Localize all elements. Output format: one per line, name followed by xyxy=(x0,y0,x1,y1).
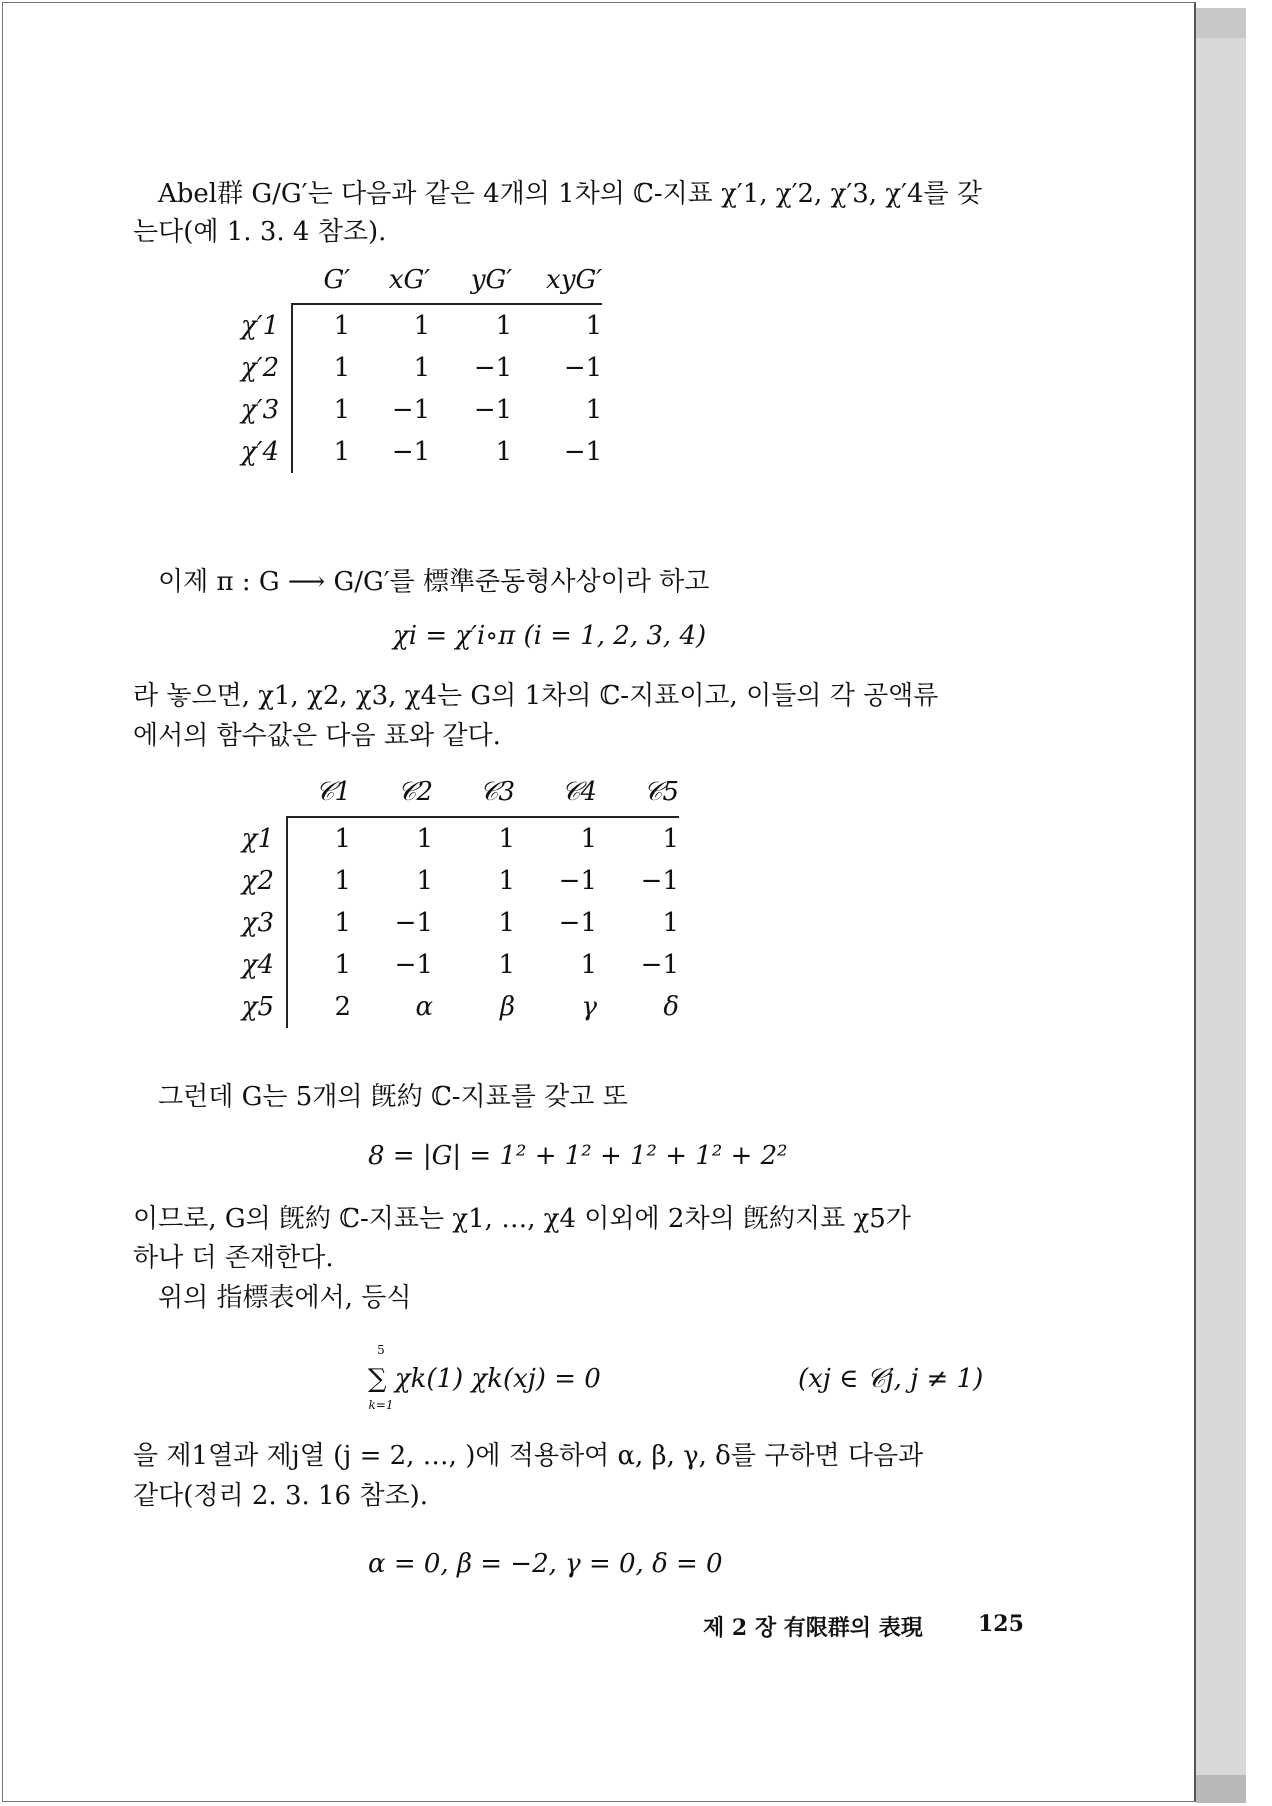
equation4: α = 0, β = −2, γ = 0, δ = 0 xyxy=(368,1549,723,1579)
running-footer-chapter: 제 2 장 有限群의 表現 xyxy=(703,1615,923,1641)
paragraph1-line1: Abel群 G/G′는 다음과 같은 4개의 1차의 ℂ-지표 χ′1, χ′2, χ′3, χ′4를 갖 xyxy=(158,179,983,209)
table2-header-row xyxy=(241,773,679,817)
row-label: χ′2 xyxy=(241,347,292,389)
table-cell: 1 xyxy=(585,311,603,341)
book-page xyxy=(2,2,1196,1802)
book-side-bottom xyxy=(1196,1775,1246,1803)
table-cell: 1 xyxy=(498,908,515,938)
table-cell: 1 xyxy=(413,311,431,341)
character-table-group xyxy=(241,773,679,1028)
table-cell: −1 xyxy=(473,395,513,425)
paragraph7-line2: 같다(정리 2. 3. 16 참조). xyxy=(133,1481,429,1511)
table-cell: −1 xyxy=(391,437,431,467)
table-cell: 1 xyxy=(334,950,351,980)
row-label: χ2 xyxy=(241,860,287,902)
paragraph5-line2: 하나 더 존재한다. xyxy=(133,1243,334,1273)
paragraph2: 이제 π : G ⟶ G/G′를 標準준동형사상이라 하고 xyxy=(158,567,710,597)
table-row xyxy=(241,860,679,902)
table-cell: −1 xyxy=(394,950,433,980)
table-cell: δ xyxy=(663,992,679,1022)
table2-header: 𝒞5 xyxy=(597,773,679,817)
row-label: χ1 xyxy=(241,817,287,860)
table-row xyxy=(241,431,602,473)
table-cell: γ xyxy=(581,992,597,1022)
table-cell: 1 xyxy=(662,908,679,938)
table-cell: 1 xyxy=(334,908,351,938)
table-cell: 2 xyxy=(334,992,351,1022)
page-number: 125 xyxy=(978,1611,1024,1637)
equation1: χi = χ′i∘π (i = 1, 2, 3, 4) xyxy=(393,621,707,651)
paragraph6: 위의 指標表에서, 등식 xyxy=(158,1283,412,1313)
paragraph5-line1: 이므로, G의 旣約 ℂ-지표는 χ1, …, χ4 이외에 2차의 旣約지표 χ5가 xyxy=(133,1204,911,1234)
table-cell: −1 xyxy=(394,908,433,938)
table1-header-row xyxy=(241,261,602,304)
table-cell: β xyxy=(499,992,515,1022)
sum-lower-limit: k=1 xyxy=(368,1398,394,1412)
table-cell: 1 xyxy=(334,866,351,896)
table2-header: 𝒞1 xyxy=(287,773,351,817)
paragraph1-line2: 는다(예 1. 3. 4 참조). xyxy=(133,217,387,247)
table1-header: xyG′ xyxy=(512,261,602,304)
row-label: χ5 xyxy=(241,986,287,1028)
table-cell: 1 xyxy=(334,824,351,854)
table-row xyxy=(241,986,679,1028)
paragraph7-line1: 을 제1열과 제j열 (j = 2, …, )에 적용하여 α, β, γ, δ를 구하면 다음과 xyxy=(133,1441,924,1471)
table-cell: −1 xyxy=(640,950,679,980)
table-cell: 1 xyxy=(413,353,431,383)
table-cell: 1 xyxy=(498,866,515,896)
table1-header: xG′ xyxy=(350,261,430,304)
book-side-top xyxy=(1196,8,1246,38)
table1-header: yG′ xyxy=(430,261,512,304)
table-cell: 1 xyxy=(662,824,679,854)
table-cell: 1 xyxy=(580,950,597,980)
table-cell: −1 xyxy=(640,866,679,896)
table-cell: 1 xyxy=(333,353,351,383)
table-cell: 1 xyxy=(498,950,515,980)
table-row xyxy=(241,944,679,986)
paragraph3-line1: 라 놓으면, χ1, χ2, χ3, χ4는 G의 1차의 ℂ-지표이고, 이들의 각 공액류 xyxy=(133,681,939,711)
table-cell: 1 xyxy=(495,437,513,467)
table2-header: 𝒞3 xyxy=(433,773,515,817)
book-side-edge xyxy=(1196,8,1246,1803)
table-cell: 1 xyxy=(333,437,351,467)
equation3-condition: (xj ∈ 𝒞j, j ≠ 1) xyxy=(798,1364,984,1394)
table-row xyxy=(241,817,679,860)
paragraph3-line2: 에서의 함수값은 다음 표와 같다. xyxy=(133,721,501,751)
equation3-lhs: ∑ χk(1) χk(xj) = 0 xyxy=(368,1364,601,1394)
table-cell: −1 xyxy=(391,395,431,425)
table-row xyxy=(241,304,602,347)
table-cell: −1 xyxy=(558,908,597,938)
table-cell: 1 xyxy=(416,866,433,896)
table-cell: 1 xyxy=(585,395,603,425)
table1-header: G′ xyxy=(292,261,350,304)
row-label: χ′3 xyxy=(241,389,292,431)
table-cell: 1 xyxy=(580,824,597,854)
character-table-quotient xyxy=(241,261,602,473)
table2-header: 𝒞4 xyxy=(515,773,597,817)
table-cell: −1 xyxy=(473,353,513,383)
table2-header: 𝒞2 xyxy=(351,773,433,817)
row-label: χ4 xyxy=(241,944,287,986)
table-row xyxy=(241,902,679,944)
table-cell: −1 xyxy=(563,353,603,383)
table-cell: −1 xyxy=(558,866,597,896)
row-label: χ3 xyxy=(241,902,287,944)
table-row xyxy=(241,389,602,431)
table-cell: 1 xyxy=(495,311,513,341)
table-cell: −1 xyxy=(563,437,603,467)
row-label: χ′4 xyxy=(241,431,292,473)
table-cell: α xyxy=(415,992,433,1022)
row-label: χ′1 xyxy=(241,304,292,347)
table-cell: 1 xyxy=(333,311,351,341)
table-row xyxy=(241,347,602,389)
equation2: 8 = |G| = 1² + 1² + 1² + 1² + 2² xyxy=(368,1141,788,1171)
table-cell: 1 xyxy=(416,824,433,854)
sum-upper-limit: 5 xyxy=(377,1343,385,1357)
table-cell: 1 xyxy=(498,824,515,854)
table-cell: 1 xyxy=(333,395,351,425)
paragraph4: 그런데 G는 5개의 旣約 ℂ-지표를 갖고 또 xyxy=(158,1082,628,1112)
